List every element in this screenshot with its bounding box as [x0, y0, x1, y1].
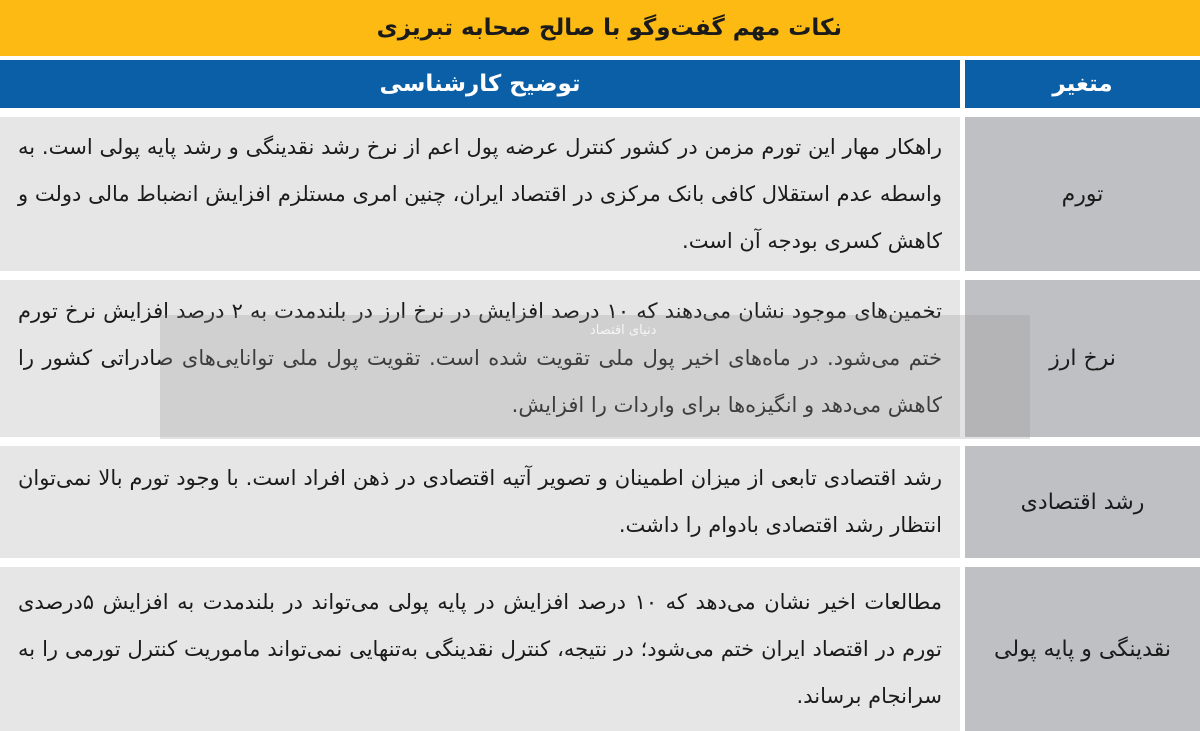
- row-description-text: مطالعات اخیر نشان می‌دهد که ۱۰ درصد افزایش در پایه پولی می‌تواند در بلندمدت به افزایش ۵درصدی تورم در اقتصاد ایران ختم می‌شود؛ در نتیجه، کنترل نقدینگی به‌تنهایی نمی‌تواند ماموریت کنترل تورمی را به سرانجام برساند.: [18, 589, 942, 708]
- row-description: [0, 446, 960, 558]
- row-description: [0, 280, 960, 437]
- row-description-text: راهکار مهار این تورم مزمن در کشور کنترل عرضه پول اعم از نرخ رشد نقدینگی و رشد پایه پولی است. به واسطه عدم استقلال کافی بانک مرکزی در اقتصاد ایران، چنین امری مستلزم افزایش انضباط مالی دولت و کاهش کسری بودجه آن است.: [18, 134, 942, 253]
- row-variable: رشد اقتصادی: [965, 446, 1200, 558]
- watermark-text: دنیای اقتصاد: [590, 323, 657, 338]
- row-variable: نقدینگی و پایه پولی: [965, 567, 1200, 731]
- row-variable: نرخ ارز: [965, 280, 1200, 437]
- page-title: نکات مهم گفت‌وگو با صالح صحابه تبریزی: [376, 15, 842, 41]
- header-variable: متغیر: [965, 60, 1200, 108]
- row-description-text: تخمین‌های موجود نشان می‌دهند که ۱۰ درصد افزایش در نرخ ارز در بلندمدت به ۲ درصد افزایش نرخ تورم ختم می‌شود. در ماه‌های اخیر پول ملی تقویت شده است. تقویت پول ملی توانایی‌های صادراتی کشور را کاهش می‌دهد و انگیزه‌ها برای واردات را افزایش.: [18, 299, 942, 417]
- row-description: [0, 567, 960, 731]
- title-bar: [0, 0, 1200, 56]
- row-description: [0, 117, 960, 271]
- row-variable: تورم: [965, 117, 1200, 271]
- header-description: توضیح کارشناسی: [0, 60, 960, 108]
- row-description-text: رشد اقتصادی تابعی از میزان اطمینان و تصویر آتیه اقتصادی در ذهن افراد است. با وجود تورم بالا نمی‌توان انتظار رشد اقتصادی بادوام را داشت.: [18, 466, 942, 537]
